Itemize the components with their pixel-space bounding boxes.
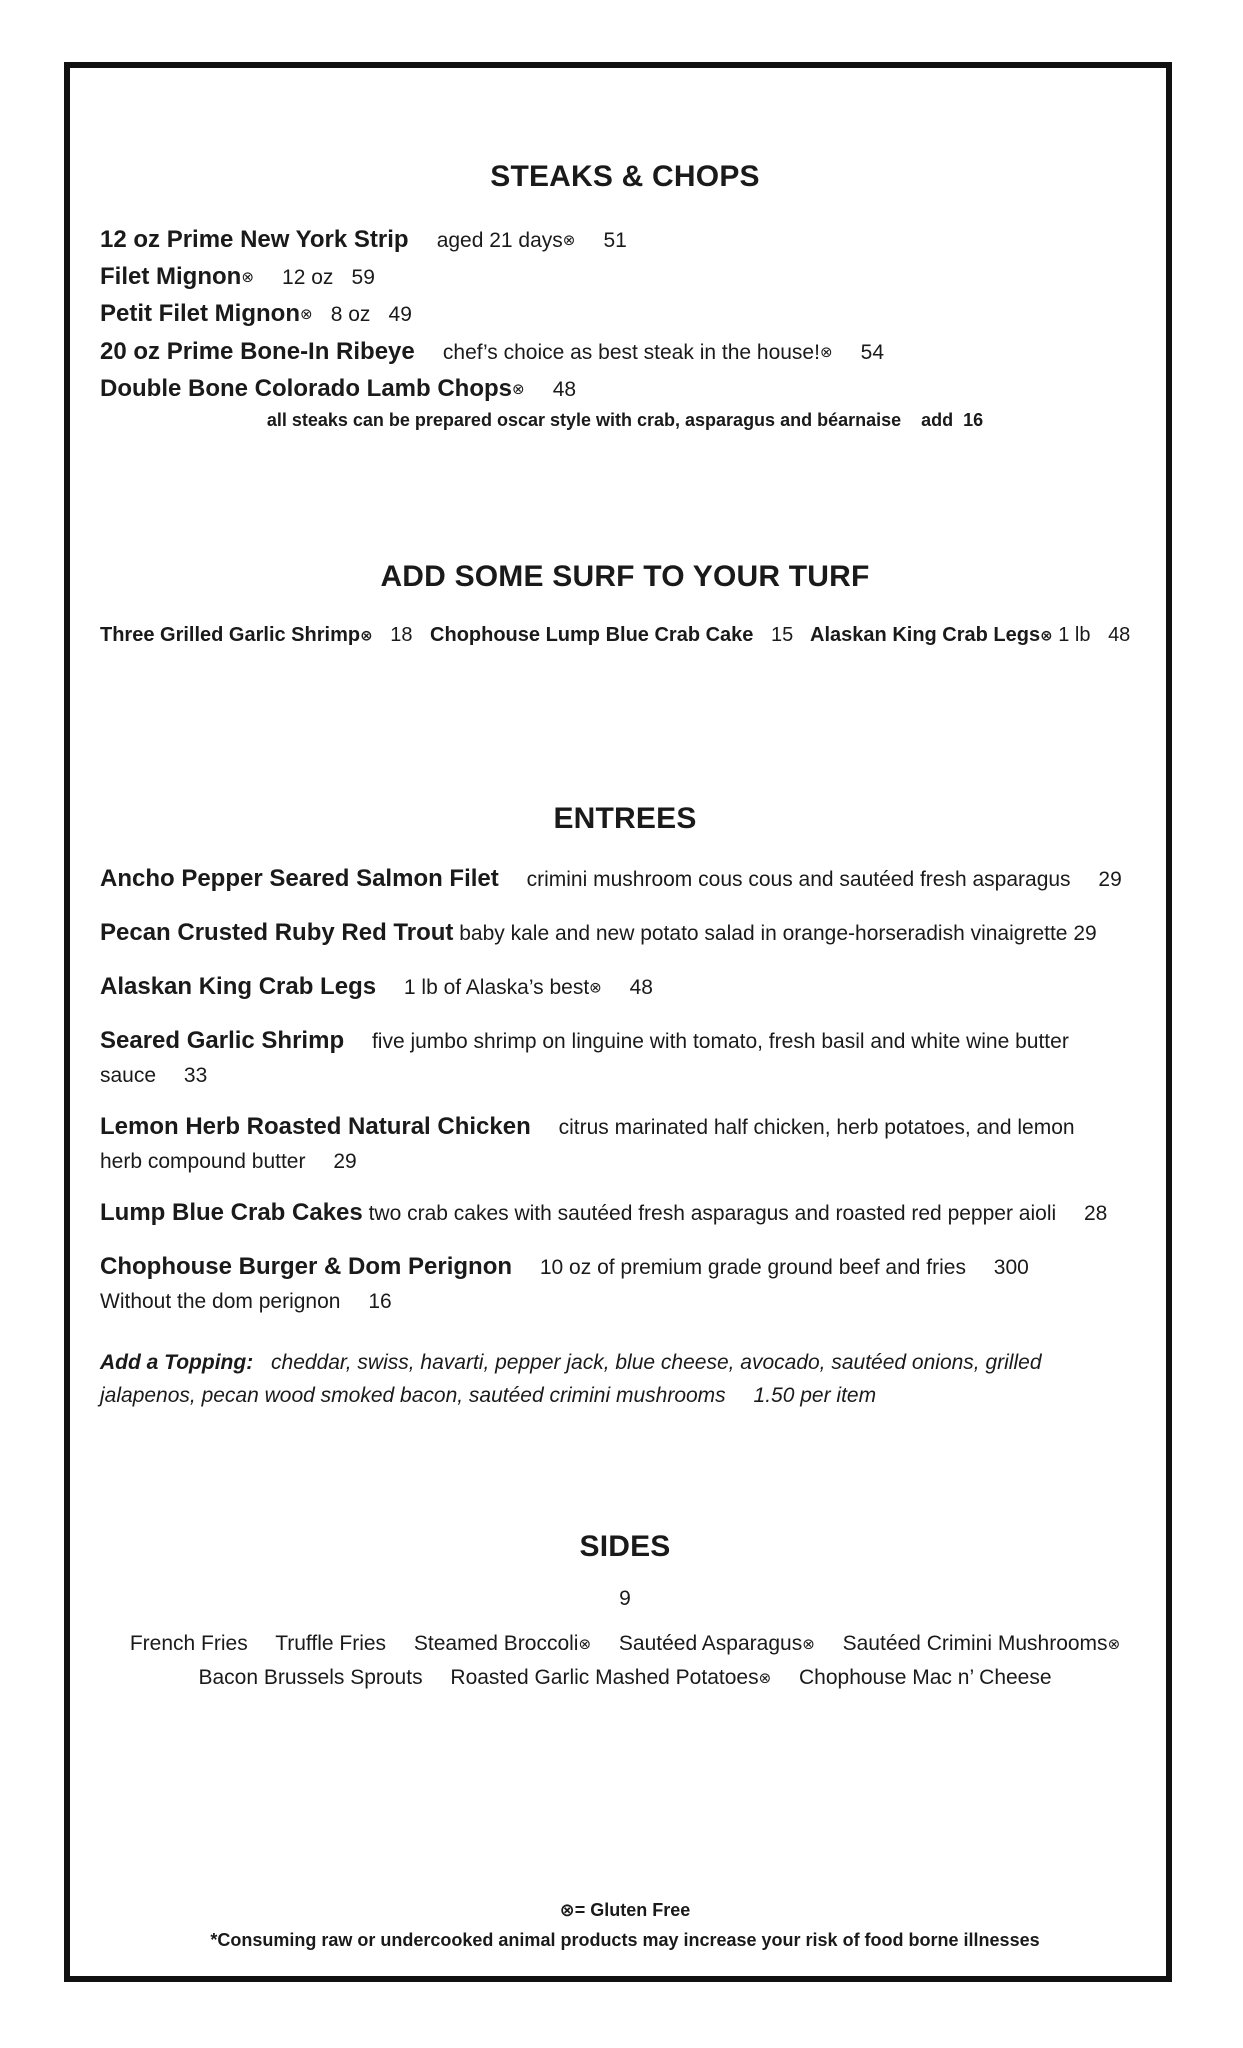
item-name: 20 oz Prime Bone-In Ribeye (100, 337, 415, 365)
item-name: Lump Blue Crab Cakes (100, 1199, 363, 1226)
item-price: 49 (388, 303, 412, 327)
item-name: 12 oz Prime New York Strip (100, 226, 409, 253)
item-name: Ancho Pepper Seared Salmon Filet (100, 865, 499, 892)
item-desc: two crab cakes with sautéed fresh asparagus and roasted red pepper aioli (368, 1202, 1057, 1225)
menu-item (100, 371, 1150, 408)
item-price: 51 (603, 229, 627, 252)
item-desc: 12 oz (282, 266, 334, 290)
item-desc: 1 lb (1058, 624, 1091, 646)
menu-item (100, 862, 1150, 916)
item-name: Filet Mignon (100, 263, 242, 291)
item-desc: five jumbo shrimp on linguine with tomato, fresh basil and white wine butter (371, 1030, 1069, 1053)
sides-price: 9 (619, 1587, 631, 1610)
item-price: 300 (993, 1256, 1029, 1279)
gluten-free-icon: ⊗ (578, 1635, 592, 1653)
section-title-surf: ADD SOME SURF TO YOUR TURF (380, 560, 870, 593)
gluten-free-icon: ⊗ (360, 627, 373, 645)
item-price: 16 (368, 1290, 392, 1313)
gluten-free-icon: ⊗ (241, 269, 254, 287)
item-desc: aged 21 days (436, 229, 563, 252)
section-title-steaks: STEAKS & CHOPS (490, 160, 760, 193)
gluten-free-icon: ⊗ (802, 1635, 815, 1653)
menu-item (100, 296, 1150, 333)
item-name: Petit Filet Mignon (100, 300, 300, 328)
section-title-entrees: ENTREES (553, 802, 697, 835)
item-name: Pecan Crusted Ruby Red Trout (100, 919, 454, 946)
entrees-list (100, 862, 1150, 1412)
item-desc: chef’s choice as best steak in the house! (442, 340, 820, 364)
item-price: 48 (552, 377, 577, 401)
item-desc: 1 lb of Alaska’s best (403, 976, 590, 999)
item-price: 48 (629, 976, 653, 999)
item-desc-continued: herb compound butter (100, 1150, 306, 1173)
item-price: 48 (1108, 624, 1131, 646)
menu-item (100, 1110, 1150, 1196)
gluten-free-icon: ⊗ (1107, 1635, 1121, 1653)
sides-row-1 (100, 1627, 1150, 1661)
gluten-free-icon: ⊗ (562, 232, 576, 250)
gluten-free-icon: ⊗ (1040, 627, 1053, 645)
item-price: 59 (351, 266, 375, 290)
menu-item (100, 222, 1150, 259)
item-price: 54 (860, 340, 885, 364)
side-item: Steamed Broccoli (413, 1632, 579, 1655)
menu-item (100, 916, 1150, 970)
item-price: 28 (1084, 1202, 1108, 1225)
item-price: 33 (183, 1064, 208, 1087)
item-desc: 10 oz of premium grade ground beef and fries (539, 1256, 966, 1279)
topping-note (100, 1346, 1150, 1412)
sides-section (100, 1530, 1150, 1695)
gluten-free-icon: ⊗ (299, 306, 313, 324)
side-item: Sautéed Asparagus (618, 1632, 803, 1655)
gluten-free-icon: ⊗ (512, 380, 525, 398)
item-name: Alaskan King Crab Legs (100, 973, 377, 1000)
item-desc: 8 oz (330, 303, 371, 327)
item-name: Double Bone Colorado Lamb Chops (100, 374, 512, 402)
menu-item (100, 1024, 1150, 1110)
sides-row-2 (100, 1661, 1150, 1695)
topping-price: 1.50 per item (753, 1384, 877, 1407)
menu-item (100, 259, 1150, 296)
gluten-free-legend-text: = Gluten Free (574, 1900, 691, 1920)
item-desc: citrus marinated half chicken, herb potatoes, and lemon (558, 1116, 1075, 1139)
item-desc: crimini mushroom cous cous and sautéed fresh asparagus (526, 868, 1071, 891)
topping-list-continued: jalapenos, pecan wood smoked bacon, sautéed crimini mushrooms (100, 1384, 726, 1407)
item-name: Seared Garlic Shrimp (100, 1027, 345, 1054)
surf-list (100, 624, 1150, 647)
side-item: Sautéed Crimini Mushrooms (842, 1632, 1108, 1655)
side-item: Roasted Garlic Mashed Potatoes (450, 1665, 759, 1689)
item-name: Three Grilled Garlic Shrimp (100, 624, 361, 646)
entrees-section (100, 802, 1150, 836)
gluten-free-icon: ⊗ (758, 1669, 772, 1687)
surf-items-line (100, 624, 1150, 647)
topping-label: Add a Topping: (100, 1351, 254, 1374)
gluten-free-icon: ⊗ (819, 343, 833, 361)
menu-item (100, 970, 1150, 1024)
item-name: Chophouse Lump Blue Crab Cake (430, 624, 754, 646)
surf-section (100, 560, 1150, 594)
raw-food-warning: *Consuming raw or undercooked animal products may increase your risk of food borne illnesses (210, 1930, 1040, 1950)
oscar-style-note: all steaks can be prepared oscar style with crab, asparagus and béarnaise add 16 (266, 409, 984, 430)
item-desc-continued: sauce (100, 1064, 157, 1087)
item-price: 29 (333, 1150, 357, 1173)
item-desc-continued: Without the dom perignon (100, 1290, 341, 1313)
topping-list: cheddar, swiss, havarti, pepper jack, blue cheese, avocado, sautéed onions, grilled (271, 1351, 1042, 1374)
section-title-sides: SIDES (579, 1530, 671, 1563)
item-price: 29 (1073, 922, 1097, 945)
item-name: Lemon Herb Roasted Natural Chicken (100, 1113, 531, 1140)
side-item: Chophouse Mac n’ Cheese (799, 1665, 1052, 1689)
item-price: 15 (770, 624, 794, 646)
item-desc: baby kale and new potato salad in orange-horseradish vinaigrette (459, 922, 1068, 945)
item-name: Alaskan King Crab Legs (810, 624, 1041, 646)
gluten-free-icon: ⊗ (559, 1900, 575, 1920)
footer (100, 1895, 1150, 1955)
steaks-list (100, 222, 1150, 431)
side-item: Truffle Fries (275, 1632, 387, 1655)
menu-item (100, 1250, 1150, 1336)
item-price: 29 (1098, 868, 1122, 891)
gluten-free-icon: ⊗ (589, 979, 602, 997)
gluten-free-legend (100, 1895, 1150, 1925)
side-item: French Fries (129, 1632, 248, 1655)
menu-item (100, 334, 1150, 371)
item-price: 18 (390, 624, 413, 646)
menu-item (100, 1196, 1150, 1250)
side-item: Bacon Brussels Sprouts (198, 1665, 423, 1689)
item-name: Chophouse Burger & Dom Perignon (100, 1253, 513, 1280)
steaks-section (100, 160, 1150, 194)
